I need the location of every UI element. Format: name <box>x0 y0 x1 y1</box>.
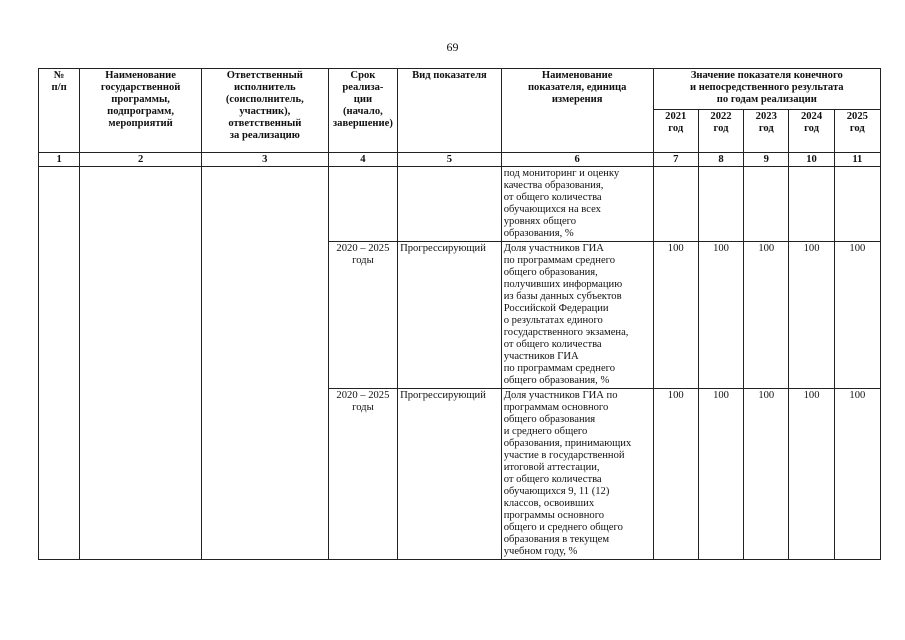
table-row <box>39 167 881 242</box>
header-period: Срок реализа- ции (начало, завершение) <box>328 69 397 153</box>
cell-responsible-empty <box>201 167 328 560</box>
header-year: 2022 год <box>698 110 743 153</box>
column-number: 9 <box>744 153 789 167</box>
column-number: 2 <box>80 153 202 167</box>
cell-program-empty <box>80 167 202 560</box>
cell-value: 100 <box>653 242 698 389</box>
cell-value: 100 <box>789 389 834 560</box>
cell-value: 100 <box>744 242 789 389</box>
column-number: 1 <box>39 153 80 167</box>
cell-value <box>789 167 834 242</box>
page-number: 69 <box>446 40 459 54</box>
cell-period: 2020 – 2025 годы <box>328 242 397 389</box>
cell-indicator-name: под мониторинг и оценку качества образования, от общего количества обучающихся на всех уровнях общего образования, % <box>501 167 653 242</box>
column-number: 4 <box>328 153 397 167</box>
cell-period: 2020 – 2025 годы <box>328 389 397 560</box>
cell-number-empty <box>39 167 80 560</box>
cell-indicator-name: Доля участников ГИА по программам основного общего образования и среднего общего образования, принимающих участие в государственной итоговой аттестации, от общего количества обучающихся 9, 11 (12) классов, освоивших программы основного общего и среднего общего образования в текущем учебном году, % <box>501 389 653 560</box>
cell-value <box>653 167 698 242</box>
cell-indicator-name: Доля участников ГИА по программам среднего общего образования, получивших информацию из базы данных субъектов Российской Федерации о результатах единого государственного экзамена, от общего количества участников ГИА по программам среднего общего образования, % <box>501 242 653 389</box>
column-number: 11 <box>834 153 880 167</box>
column-number: 8 <box>698 153 743 167</box>
header-year: 2025 год <box>834 110 880 153</box>
cell-value: 100 <box>698 389 743 560</box>
header-year: 2024 год <box>789 110 834 153</box>
header-number: № п/п <box>39 69 80 153</box>
cell-value: 100 <box>834 389 880 560</box>
header-program-name: Наименование государственной программы, подпрограмм, мероприятий <box>80 69 202 153</box>
indicators-table <box>38 68 881 560</box>
cell-value: 100 <box>744 389 789 560</box>
cell-period <box>328 167 397 242</box>
cell-value <box>698 167 743 242</box>
cell-value: 100 <box>834 242 880 389</box>
cell-value <box>744 167 789 242</box>
header-year: 2023 год <box>744 110 789 153</box>
cell-value: 100 <box>653 389 698 560</box>
header-values-group: Значение показателя конечного и непосредственного результата по годам реализации <box>653 69 880 110</box>
cell-value <box>834 167 880 242</box>
column-number: 10 <box>789 153 834 167</box>
column-number: 6 <box>501 153 653 167</box>
cell-value: 100 <box>789 242 834 389</box>
cell-indicator-type <box>398 167 502 242</box>
header-indicator-type: Вид показателя <box>398 69 502 153</box>
column-number: 5 <box>398 153 502 167</box>
header-year: 2021 год <box>653 110 698 153</box>
cell-value: 100 <box>698 242 743 389</box>
header-responsible: Ответственный исполнитель (соисполнитель, участник), ответственный за реализацию <box>201 69 328 153</box>
cell-indicator-type: Прогрессирующий <box>398 389 502 560</box>
column-number: 7 <box>653 153 698 167</box>
header-indicator-name: Наименование показателя, единица измерения <box>501 69 653 153</box>
cell-indicator-type: Прогрессирующий <box>398 242 502 389</box>
column-number: 3 <box>201 153 328 167</box>
